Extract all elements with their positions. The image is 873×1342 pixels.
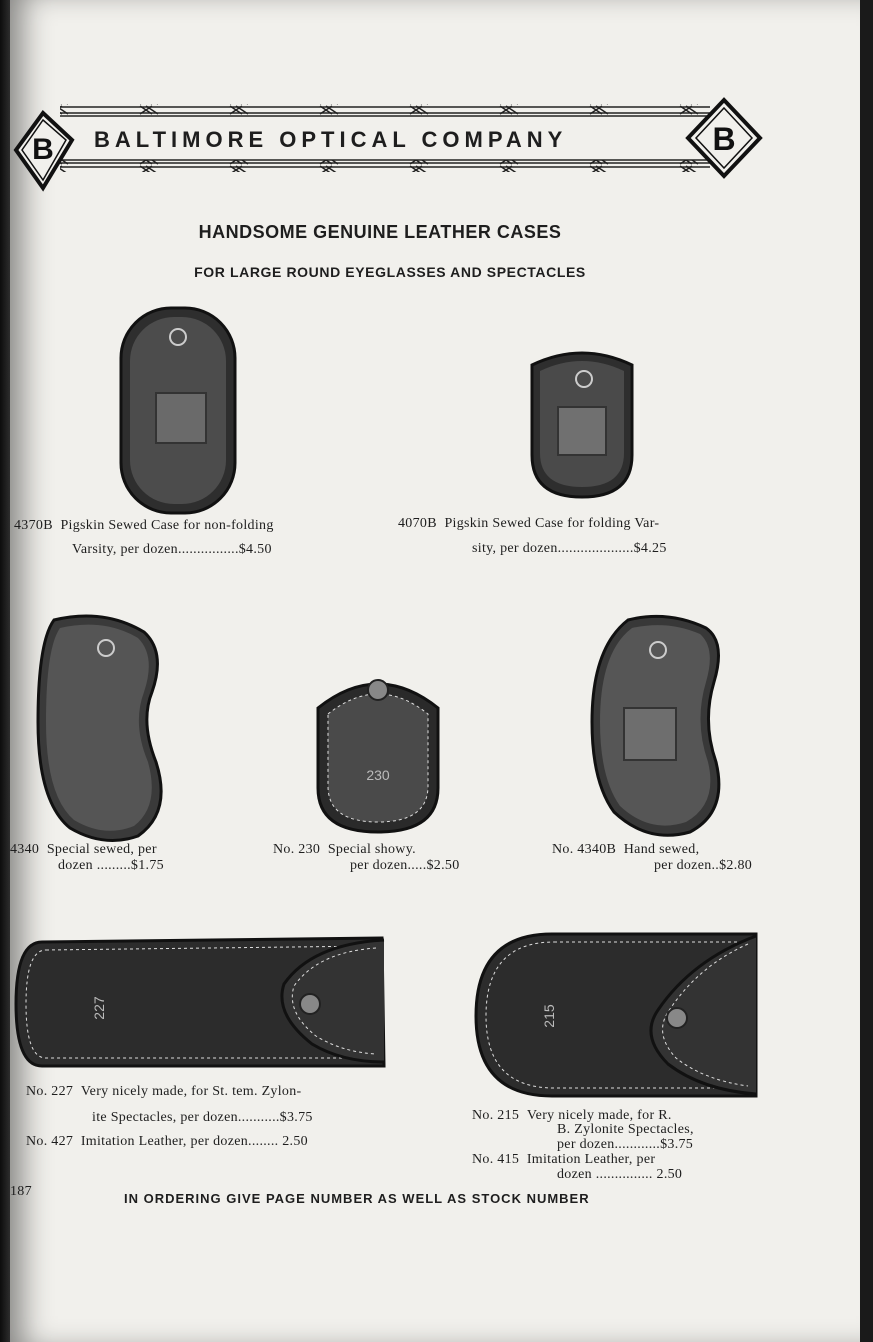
case-4340-image: [34, 612, 174, 844]
item-4370b-price: Varsity, per dozen................$4.50: [72, 542, 272, 557]
item-415-price: dozen ............... 2.50: [557, 1167, 683, 1182]
case-4340b-image: [588, 612, 728, 840]
item-230-price: per dozen.....$2.50: [350, 858, 460, 873]
page-number: 187: [10, 1184, 32, 1199]
item-4370b-caption: 4370B Pigskin Sewed Case for non-folding: [14, 518, 274, 533]
item-415-caption: No. 415 Imitation Leather, per: [472, 1152, 656, 1167]
item-215-caption: No. 215 Very nicely made, for R.: [472, 1108, 672, 1123]
case-227-image: [12, 934, 386, 1072]
item-227-caption: No. 227 Very nicely made, for St. tem. Zylon-: [26, 1084, 302, 1099]
item-4340b-price: per dozen..$2.80: [654, 858, 753, 873]
item-227-price: ite Spectacles, per dozen...........$3.75: [92, 1110, 313, 1125]
item-427-caption: No. 427 Imitation Leather, per dozen........ 2.50: [26, 1134, 308, 1149]
page-heading: HANDSOME GENUINE LEATHER CASES: [198, 222, 562, 242]
snap-button-icon: [300, 994, 320, 1014]
svg-text:227: 227: [91, 996, 107, 1020]
case-215-image: [472, 930, 760, 1100]
svg-text:B: B: [712, 121, 736, 157]
svg-text:215: 215: [541, 1004, 557, 1028]
item-4070b-caption: 4070B Pigskin Sewed Case for folding Var-: [398, 516, 660, 531]
company-name: BALTIMORE OPTICAL COMPANY: [94, 127, 568, 152]
case-4070b-image: [528, 345, 636, 501]
item-4070b-price: sity, per dozen....................$4.25: [472, 541, 667, 556]
item-4340-caption: 4340 Special sewed, per: [10, 842, 157, 857]
item-4340-price: dozen .........$1.75: [58, 858, 164, 873]
svg-text:B: B: [32, 133, 54, 166]
monogram-logo-left: [16, 113, 72, 188]
case-4370b-image: [118, 305, 240, 517]
ordering-note: IN ORDERING GIVE PAGE NUMBER AS WELL AS STOCK NUMBER: [124, 1191, 590, 1206]
item-230-caption: No. 230 Special showy.: [273, 842, 416, 857]
item-215-line2: B. Zylonite Spectacles,: [557, 1122, 694, 1137]
item-4340b-caption: No. 4340B Hand sewed,: [552, 842, 700, 857]
page-subheading: FOR LARGE ROUND EYEGLASSES AND SPECTACLES: [194, 264, 586, 280]
item-215-price: per dozen............$3.75: [557, 1137, 694, 1152]
svg-text:230: 230: [366, 767, 390, 783]
snap-button-icon: [368, 680, 388, 700]
catalog-page: [10, 0, 860, 1342]
snap-button-icon: [667, 1008, 687, 1028]
case-230-image: [314, 668, 442, 836]
